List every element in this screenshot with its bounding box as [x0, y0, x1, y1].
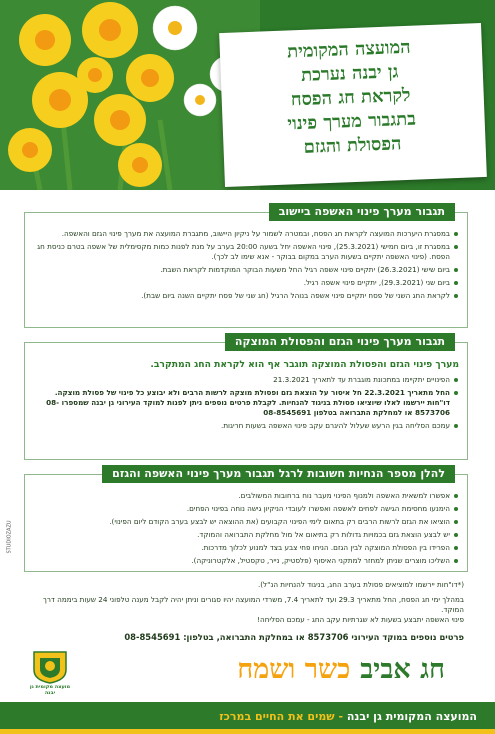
- footer-council-name: המועצה המקומית גן יבנה: [346, 710, 477, 723]
- designer-credit: STUDIOZAZU: [6, 520, 13, 554]
- list-item: השליכו מוצרים שניתן למחזר למתקני האיסוף (פלסטיק, נייר, טקסטיל, אלקטרוניקה).: [33, 556, 459, 566]
- list-item: יש לבצע הוצאת גזם בכמויות גדולות רק בתיאום אל מול מחלקת התברואה והמוקד.: [33, 530, 459, 540]
- header-banner: [0, 0, 495, 190]
- headline-line: לקראת חג הפסח: [290, 84, 411, 111]
- footer-tagline: - שמים את החיים במרכז: [219, 710, 347, 723]
- list-item: החל מתאריך 22.3.2021 חל איסור על הוצאת גזם ופסולת מוצקה לרשות הרבים ולא יבוצע כל פינוי של פסולת מוצקה. דו"חות יירשמו לאלו שיוציאו פסולת בניגוד להנחיות. לקבלת פרטים נוספים ניתן לפנות למוקד העירוני גן יבנה שמספרו 08-8573706 או למחלקת התברואה בטלפון 08-8545691: [33, 388, 459, 418]
- section-heading: תגבור מערך פינוי הגזם והפסולת המוצקה: [225, 333, 455, 351]
- greeting-part-1: חג אביב: [360, 654, 445, 685]
- footer-accent-stripe: [0, 729, 495, 734]
- note-text: במהלך ימי חג הפסח, החל מתאריך 29.3 ועד לתאריך 7.4, משרדי המועצה יהיו סגורים וניתן יהיה לקבל מענה טלפוני 24 שעות ביממה דרך המוקד.: [43, 595, 464, 614]
- list-item: ביום שישי (26.3.2021) יתקיים פינוי אשפה רגיל החל משעות הבוקר המוקדמות לקראת השבת.: [33, 265, 459, 275]
- headline-line: גן יבנה נערכת: [300, 61, 399, 86]
- note-text: (*דו"חות יירשמו למוציאים פסולת בערב החג, בניגוד להנחיות הנ"ל).: [257, 580, 464, 589]
- notes-block: [28, 580, 464, 642]
- headline-line: הפסולת והגזם: [303, 133, 402, 158]
- headline-card: [219, 23, 487, 187]
- list-item: אפשרו למשאית האשפה ולמנוף הפינוי מעבר נוח ברחובות המשולבים.: [33, 491, 459, 501]
- list-item: הוציאו את הגזם לרשות הרבים רק בתאום לימי הפינוי הקבועים (את ההוצאה יש לבצע בערב הקודם ליום הפינוי).: [33, 517, 459, 527]
- section-waste-collection: [24, 205, 468, 328]
- section-guidelines: [24, 467, 468, 572]
- greeting-part-2: כשר ושמח: [237, 654, 351, 685]
- list-item: הפינויים יתקיימו במתכונת מוגברת עד לתאריך 21.3.2021: [33, 375, 459, 385]
- headline-line: בתגבור מערך פינוי: [287, 108, 417, 135]
- footer-slogan: [219, 709, 477, 725]
- note-text: פינוי האשפה יתבצע בשעות לא שגרתיות עקב החג - עמכם הסליחה!: [257, 615, 464, 624]
- list-item: במסגרת היערכות המועצה לקראת חג הפסח, ובמטרה לשמור על ניקיון היישוב, מתגברת המועצה את מערך פינוי הגזם והאשפה.: [33, 229, 459, 239]
- list-item: הימנעו מחסימת הגישה לפחים לאשפה ואפשרו לעובדי הניקיון גישה נוחה בפינוי הפחים.: [33, 504, 459, 514]
- section-heading: תגבור מערך פינוי האשפה ביישוב: [269, 203, 455, 221]
- section-subheading: מערך פינוי הגזם והפסולת המוצקה תוגבר אף הוא לקראת החג המתקרב.: [150, 359, 459, 370]
- headline-line: המועצה המקומית: [286, 36, 411, 63]
- holiday-greeting: [45, 654, 445, 686]
- logo-caption: מועצה מקומית גן יבנה: [29, 684, 71, 696]
- council-emblem-icon: [28, 650, 72, 684]
- list-item: במסגרת זו, ביום חמישי (25.3.2021), פינוי האשפה יחל בשעה 20:00 בערב על מנת לפנות כמות מקסימלית של אשפה בטרם כניסת חג הפסח. (פינוי האשפה יתקיים בשעות הערב במקום בבוקר - אנא שימו לב לכך).: [33, 242, 459, 262]
- footer-bar: [0, 702, 495, 734]
- list-item: עמכם הסליחה בגין הרעש שעלול להיגרם עקב פינוי האשפה בשעות חריגות.: [33, 421, 459, 431]
- section-pruning-solid-waste: [24, 335, 468, 460]
- list-item: לקראת החג השני של פסח יתקיים פינוי אשפה בנוהל הרגיל (חג שני של פסח יתקיים השנה ביום שבת).: [33, 291, 459, 301]
- list-item: ביום שני (29.3.2021), יתקיים פינוי אשפה רגיל.: [33, 278, 459, 288]
- contact-line: פרטים נוספים במוקד העירוני 8573706 או במחלקת התברואה, בטלפון: 08-8545691: [124, 632, 464, 642]
- section-heading: להלן מספר הנחיות חשובות לרגל תגבור מערך פינוי האשפה והגזם: [102, 465, 455, 483]
- list-item: הפרידו בין הפסולת המוצקה לבין הגזם. הניחו פחי צבע בצד למנוע לכלוך מדרכות.: [33, 543, 459, 553]
- council-logo: [28, 650, 72, 694]
